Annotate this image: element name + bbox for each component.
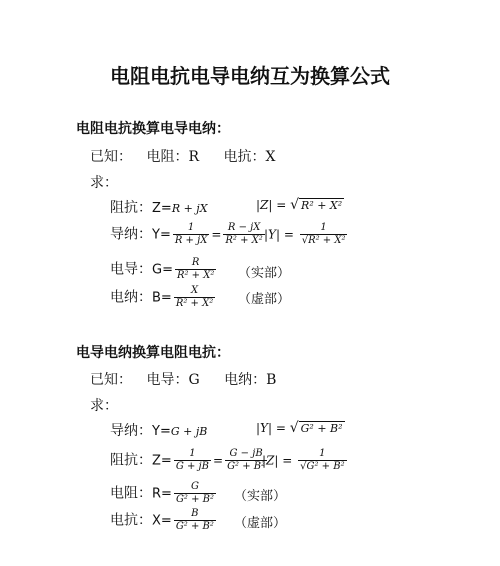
section2-seek: 求： xyxy=(90,398,118,414)
y2-mod-radicand: G² + B² xyxy=(300,422,343,435)
sqrt-icon: √ xyxy=(289,420,299,436)
conductance-label: 电导： xyxy=(110,261,152,278)
g-fraction xyxy=(175,257,216,282)
z-rhs: R + jX xyxy=(171,202,208,215)
y-f1-denominator: R + jX xyxy=(174,235,208,246)
impedance-label: 阻抗： xyxy=(110,200,152,216)
y-mod-lhs: |Y| = xyxy=(264,227,298,242)
r-note: （实部） xyxy=(234,489,287,504)
r-lhs: R= xyxy=(152,486,172,502)
z2-f1-numerator: 1 xyxy=(174,448,211,461)
admittance-formula xyxy=(110,222,267,247)
impedance-modulus-2 xyxy=(262,448,349,473)
z2-mod-fraction xyxy=(298,448,346,473)
y-mod-radicand: R² + X² xyxy=(308,235,346,246)
z2-mod-radicand: G² + B² xyxy=(306,461,345,472)
z2-mod-denominator: √G² + B² xyxy=(300,461,345,472)
section1-heading: 电阻电抗换算电导电纳： xyxy=(76,121,230,137)
known-label: 已知： xyxy=(90,149,132,165)
reactance-label: 电抗： xyxy=(110,512,152,529)
g-denominator: R² + X² xyxy=(176,270,215,281)
y2-lhs: Y= xyxy=(152,424,171,439)
x-note: （虚部） xyxy=(234,516,287,531)
z-mod-radicand: R² + X² xyxy=(301,199,343,212)
section2-heading: 电导电纳换算电阻电抗： xyxy=(76,345,230,361)
r-fraction xyxy=(174,481,216,506)
z2-lhs: Z= xyxy=(152,453,172,469)
section1-known-line xyxy=(90,146,275,166)
known-reactance: 电抗：X xyxy=(223,149,276,165)
z2-f1-denominator: G + jB xyxy=(175,461,209,472)
susceptance-formula xyxy=(110,285,217,310)
y-mod-numerator: 1 xyxy=(300,222,348,235)
section2-known-line xyxy=(90,369,276,389)
x-lhs: X= xyxy=(152,513,172,529)
z2-fraction-2 xyxy=(225,448,267,473)
z2-mod-lhs: |Z| = xyxy=(262,453,297,468)
impedance-label-2: 阻抗： xyxy=(110,452,152,469)
impedance-formula-2 xyxy=(110,448,269,473)
conductance-formula xyxy=(110,257,218,282)
y-equals: = xyxy=(211,227,222,242)
x-numerator: B xyxy=(174,508,216,521)
z2-f2-numerator: G − jB xyxy=(225,448,267,461)
known-conductance: 电导：G xyxy=(146,372,200,388)
r-denominator: G² + B² xyxy=(175,494,215,505)
x-fraction xyxy=(174,508,216,533)
z2-f2-denominator: G² + B² xyxy=(227,461,266,472)
admittance-label-2: 导纳： xyxy=(110,423,152,439)
z-mod-lhs: |Z| = xyxy=(256,198,291,212)
z-lhs: Z= xyxy=(152,201,172,216)
resistance-formula xyxy=(110,481,218,506)
x-denominator: G² + B² xyxy=(175,521,214,532)
section1-seek: 求： xyxy=(90,175,118,191)
y-mod-denominator: √R² + X² xyxy=(301,235,346,246)
b-lhs: B= xyxy=(152,290,172,306)
page-title: 电阻电抗电导电纳互为换算公式 xyxy=(110,64,390,88)
b-fraction xyxy=(174,285,215,310)
g-note: （实部） xyxy=(238,266,291,281)
sqrt-icon: √ xyxy=(290,197,300,213)
y2-mod-lhs: |Y| = xyxy=(256,421,290,435)
known-label-2: 已知： xyxy=(90,372,132,388)
admittance-modulus xyxy=(264,222,349,247)
y-f2-numerator: R − jX xyxy=(223,222,264,235)
reactance-formula xyxy=(110,508,218,533)
g-numerator: R xyxy=(175,257,216,270)
admittance-label: 导纳： xyxy=(110,226,152,243)
z2-equals: = xyxy=(213,453,224,468)
r-numerator: G xyxy=(174,481,216,494)
y2-rhs: G + jB xyxy=(170,425,208,438)
y-lhs: Y= xyxy=(152,227,171,243)
b-denominator: R² + X² xyxy=(175,298,214,309)
admittance-modulus-2 xyxy=(256,420,345,436)
y-fraction-1 xyxy=(173,222,210,247)
resistance-label: 电阻： xyxy=(110,485,152,502)
impedance-modulus xyxy=(256,197,344,213)
g-lhs: G= xyxy=(152,262,173,278)
z2-mod-numerator: 1 xyxy=(298,448,346,461)
impedance-formula xyxy=(110,197,208,217)
known-resistance: 电阻：R xyxy=(146,149,199,165)
b-numerator: X xyxy=(174,285,215,298)
z2-fraction-1 xyxy=(174,448,211,473)
admittance-formula-2 xyxy=(110,420,207,440)
y-f1-numerator: 1 xyxy=(173,222,210,235)
susceptance-label: 电纳： xyxy=(110,289,152,306)
y-f2-denominator: R² + X² xyxy=(225,235,263,246)
b-note: （虚部） xyxy=(238,292,291,307)
y-mod-fraction xyxy=(300,222,348,247)
known-susceptance: 电纳：B xyxy=(224,372,277,388)
y-fraction-2 xyxy=(223,222,264,247)
